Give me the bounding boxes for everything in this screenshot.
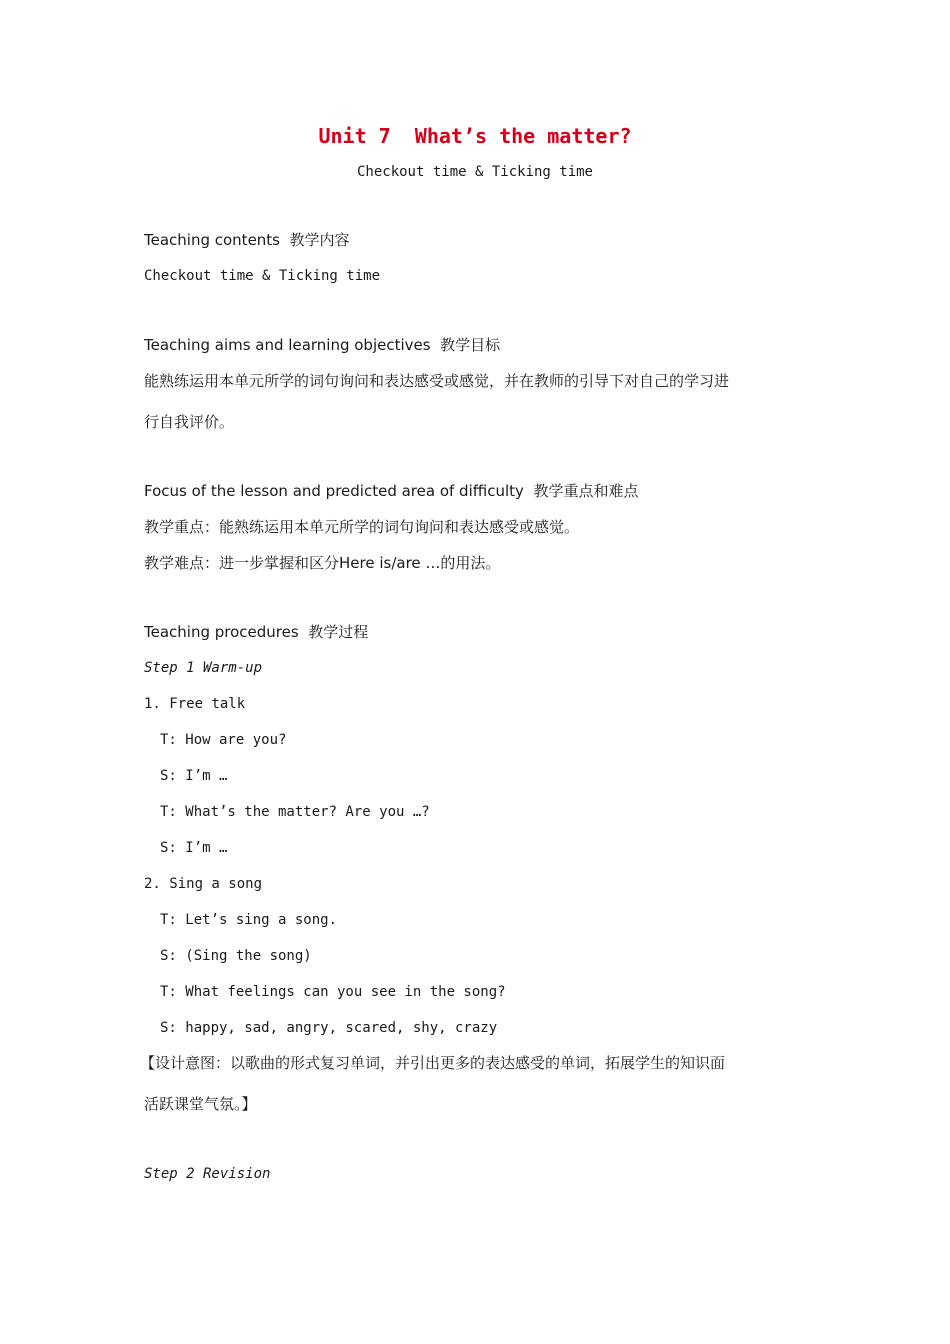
free-talk-item: 1. Free talk — [144, 696, 246, 712]
design-intent-line-1: 【设计意图：以歌曲的形式复习单词，并引出更多的表达感受的单词，拓展学生的知识面 — [140, 1054, 726, 1072]
dialog-line: S: I’m … — [160, 768, 228, 784]
page-title: Unit 7 What’s the matter? — [318, 124, 632, 148]
aims-line-1: 能熟练运用本单元所学的词句询问和表达感受或感觉，并在教师的引导下对自己的学习进 — [144, 372, 730, 390]
contents-heading: Teaching contents 教学内容 — [144, 231, 350, 249]
step-1-heading: Step 1 Warm-up — [144, 660, 263, 676]
sing-a-song-item: 2. Sing a song — [144, 876, 263, 892]
dialog-line: T: What’s the matter? Are you …? — [160, 804, 430, 820]
aims-line-2: 行自我评价。 — [144, 413, 235, 431]
contents-body: Checkout time & Ticking time — [144, 268, 381, 284]
dialog-line: T: Let’s sing a song. — [160, 912, 338, 928]
page-subtitle: Checkout time & Ticking time — [356, 164, 593, 180]
dialog-line: S: I’m … — [160, 840, 228, 856]
dialog-line: S: happy, sad, angry, scared, shy, crazy — [160, 1020, 498, 1036]
dialog-line: S: (Sing the song) — [160, 948, 312, 964]
design-intent-line-2: 活跃课堂气氛。】 — [144, 1095, 257, 1113]
dialog-line: T: How are you? — [160, 732, 287, 748]
focus-key-point: 教学重点：能熟练运用本单元所学的词句询问和表达感受或感觉。 — [144, 518, 580, 536]
focus-heading: Focus of the lesson and predicted area of difficulty 教学重点和难点 — [144, 482, 639, 500]
dialog-line: T: What feelings can you see in the song? — [160, 984, 506, 1000]
procedures-heading: Teaching procedures 教学过程 — [144, 623, 369, 641]
step-2-heading: Step 2 Revision — [144, 1166, 271, 1182]
aims-heading: Teaching aims and learning objectives 教学目标 — [144, 336, 501, 354]
focus-difficulty: 教学难点：进一步掌握和区分Here is/are …的用法。 — [144, 554, 501, 572]
